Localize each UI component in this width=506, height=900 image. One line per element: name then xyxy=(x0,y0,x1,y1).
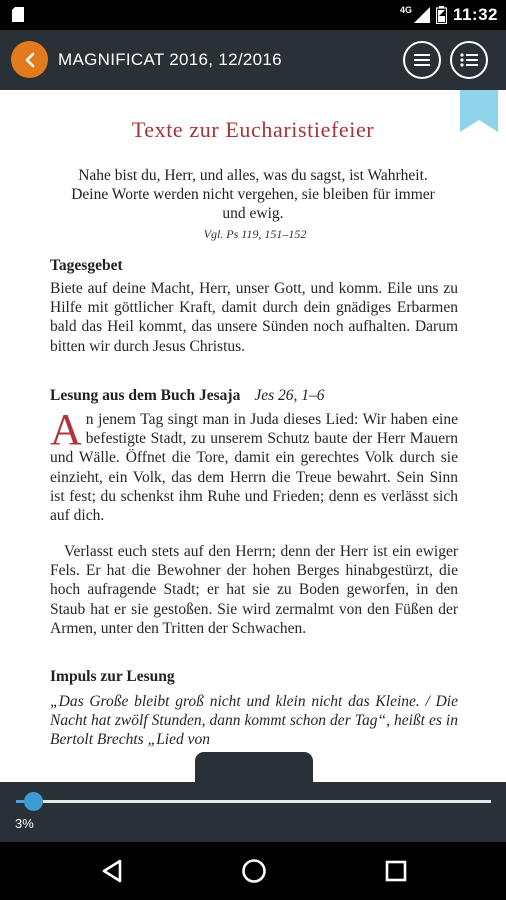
back-triangle-icon[interactable] xyxy=(98,857,126,885)
lesung-title: Lesung aus dem Buch Jesaja xyxy=(50,387,241,404)
reading-progress-bar xyxy=(0,782,506,842)
contents-list-button[interactable] xyxy=(450,41,488,79)
recents-square-icon[interactable] xyxy=(382,857,410,885)
lesung-paragraph-2: Verlasst euch stets auf den Herrn; denn der Herr ist ein ewiger Fels. Er hat die Bewohner der hohen Berges hinabgestürzt, die hoch aufragende Stadt; er hat sie zu Boden geworfen, in den Staub hat er sie gestoßen. Sie wird zermalmt von den Füßen der Armen, unter den Tritten der Schwachen. xyxy=(50,543,458,637)
bottom-panel-handle[interactable] xyxy=(195,752,313,782)
chevron-left-icon xyxy=(23,52,37,68)
tagesgebet-heading: Tagesgebet xyxy=(50,257,123,274)
home-circle-icon[interactable] xyxy=(240,857,268,885)
slider-thumb[interactable] xyxy=(24,792,43,811)
sd-card-icon xyxy=(12,7,24,22)
reader-page[interactable] xyxy=(0,90,506,782)
drop-cap: A xyxy=(50,405,82,454)
network-type: 4G xyxy=(399,5,412,15)
hamburger-icon xyxy=(414,53,430,67)
progress-percent: 3% xyxy=(15,816,34,831)
tagesgebet-text: Biete auf deine Macht, Herr, unser Gott, und komm. Eile uns zu Hilfe mit göttlicher Kraft, damit durch dein gnädiges Erbarmen bald das Heil kommt, das unsere Sünden noch aufhalten. Darum bitten wir durch Jesus Christus. xyxy=(50,280,458,355)
system-nav-bar xyxy=(0,842,506,900)
impuls-text: „Das Große bleibt groß nicht und klein nicht das Kleine. / Die Nacht hat zwölf Stunden, dann kommt schon der Tag“, heißt es in Bertolt Brechts „Lied von xyxy=(50,693,458,749)
lesung-reference: Jes 26, 1–6 xyxy=(254,387,325,404)
lesung-paragraph-1-text: n jenem Tag singt man in Juda dieses Lied: Wir haben eine befestigte Stadt, zu unserem Schutz baute der Herr Mauern und Wälle. Öffnet die Tore, damit ein gerechtes Volk durch sie einzieht, ein Volk, das dem Herrn die Treue bewahrt. Sein Sinn ist fest; du schenkst ihm Ruhe und Frieden; denn es verlässt sich auf dich. xyxy=(50,411,458,525)
entrance-antiphon: Nahe bist du, Herr, und alles, was du sagst, ist Wahrheit. Deine Worte werden nicht vergehen, sie bleiben für immer und ewig. xyxy=(71,167,435,222)
lesung-heading xyxy=(50,387,325,405)
clock: 11:32 xyxy=(452,5,498,24)
app-title: MAGNIFICAT 2016, 12/2016 xyxy=(58,50,282,69)
impuls-heading: Impuls zur Lesung xyxy=(50,668,175,685)
antiphon-reference: Vgl. Ps 119, 151–152 xyxy=(203,227,307,241)
page-title: Texte zur Eucharistiefeier xyxy=(131,117,375,142)
slider-track[interactable] xyxy=(34,800,491,803)
list-icon xyxy=(460,53,478,67)
signal-icon xyxy=(414,7,430,23)
back-button[interactable] xyxy=(11,41,48,78)
menu-button[interactable] xyxy=(403,41,441,79)
status-bar xyxy=(0,0,506,30)
app-bar xyxy=(0,30,506,90)
battery-icon xyxy=(436,6,447,24)
lesung-paragraph-1 xyxy=(50,405,458,525)
